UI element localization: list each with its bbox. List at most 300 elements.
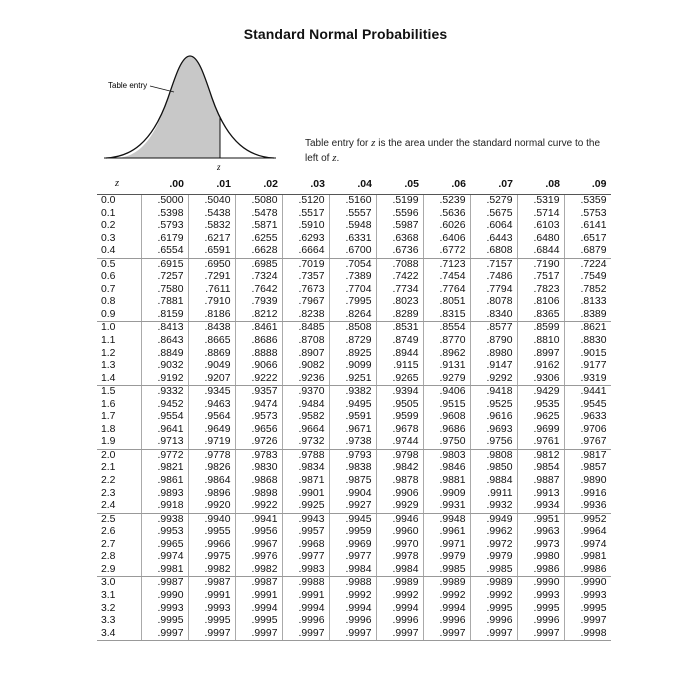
- table-row: [97, 411, 611, 424]
- probability-cell: .7995: [329, 296, 376, 309]
- column-header: .00: [141, 174, 188, 195]
- probability-cell: .9987: [235, 577, 282, 590]
- probability-cell: .7224: [564, 258, 611, 271]
- table-row: [97, 245, 611, 258]
- probability-cell: .9949: [470, 513, 517, 526]
- table-row: [97, 220, 611, 233]
- probability-cell: .8944: [376, 348, 423, 361]
- table-row: [97, 603, 611, 616]
- table-row: [97, 399, 611, 412]
- probability-cell: .9945: [329, 513, 376, 526]
- probability-cell: .9961: [423, 526, 470, 539]
- probability-cell: .7291: [188, 271, 235, 284]
- probability-cell: .9162: [517, 360, 564, 373]
- probability-cell: .9990: [564, 577, 611, 590]
- probability-cell: .8554: [423, 322, 470, 335]
- z-value-cell: 3.1: [101, 589, 116, 601]
- column-header: .01: [188, 174, 235, 195]
- probability-cell: .9474: [235, 399, 282, 412]
- probability-cell: .9893: [141, 488, 188, 501]
- column-header: .05: [376, 174, 423, 195]
- z-value-cell: 2.0: [101, 449, 116, 461]
- probability-cell: .7190: [517, 258, 564, 271]
- probability-cell: .9778: [188, 449, 235, 462]
- probability-cell: .7389: [329, 271, 376, 284]
- z-value-cell: 2.7: [101, 538, 116, 550]
- probability-cell: .9985: [470, 564, 517, 577]
- probability-cell: .9997: [329, 628, 376, 641]
- probability-cell: .8508: [329, 322, 376, 335]
- table-entry-label: Table entry: [108, 81, 148, 90]
- probability-cell: .8365: [517, 309, 564, 322]
- probability-cell: .8621: [564, 322, 611, 335]
- table-row: [97, 322, 611, 335]
- probability-cell: .8749: [376, 335, 423, 348]
- probability-cell: .9625: [517, 411, 564, 424]
- z-value-cell: 0.8: [101, 296, 116, 308]
- probability-cell: .7157: [470, 258, 517, 271]
- probability-cell: .9978: [376, 551, 423, 564]
- column-header: .02: [235, 174, 282, 195]
- table-row: [97, 590, 611, 603]
- probability-cell: .9975: [188, 551, 235, 564]
- page-title: Standard Normal Probabilities: [243, 26, 448, 42]
- probability-cell: .9495: [329, 399, 376, 412]
- probability-cell: .9956: [235, 526, 282, 539]
- probability-cell: .9940: [188, 513, 235, 526]
- probability-cell: .9994: [423, 603, 470, 616]
- probability-cell: .7422: [376, 271, 423, 284]
- probability-cell: .9147: [470, 360, 517, 373]
- probability-cell: .9671: [329, 424, 376, 437]
- probability-cell: .9931: [423, 500, 470, 513]
- probability-cell: .9535: [517, 399, 564, 412]
- probability-cell: .9772: [141, 449, 188, 462]
- probability-cell: .9977: [329, 551, 376, 564]
- probability-cell: .9927: [329, 500, 376, 513]
- probability-cell: .9990: [141, 590, 188, 603]
- probability-cell: .9953: [141, 526, 188, 539]
- probability-cell: .7019: [282, 258, 329, 271]
- probability-cell: .9875: [329, 475, 376, 488]
- normal-curve-figure: [100, 48, 280, 178]
- probability-cell: .9857: [564, 462, 611, 475]
- probability-cell: .9960: [376, 526, 423, 539]
- probability-cell: .5199: [376, 195, 423, 208]
- table-row: [97, 373, 611, 386]
- probability-cell: .9996: [329, 615, 376, 628]
- probability-cell: .9996: [517, 615, 564, 628]
- probability-cell: .9984: [376, 564, 423, 577]
- probability-cell: .7823: [517, 284, 564, 297]
- column-header: .09: [564, 174, 611, 195]
- probability-cell: .6179: [141, 233, 188, 246]
- probability-cell: .8729: [329, 335, 376, 348]
- probability-cell: .9906: [376, 488, 423, 501]
- probability-cell: .9812: [517, 449, 564, 462]
- probability-cell: .9925: [282, 500, 329, 513]
- probability-cell: .9505: [376, 399, 423, 412]
- table-row: [97, 424, 611, 437]
- probability-cell: .6772: [423, 245, 470, 258]
- probability-cell: .5120: [282, 195, 329, 208]
- probability-cell: .5080: [235, 195, 282, 208]
- probability-cell: .7881: [141, 296, 188, 309]
- table-row: [97, 309, 611, 322]
- probability-cell: .9279: [423, 373, 470, 386]
- probability-cell: .9452: [141, 399, 188, 412]
- probability-cell: .9441: [564, 386, 611, 399]
- probability-cell: .7088: [376, 258, 423, 271]
- table-row: [97, 577, 611, 590]
- probability-cell: .8962: [423, 348, 470, 361]
- probability-cell: .9997: [235, 628, 282, 641]
- probability-cell: .9699: [517, 424, 564, 437]
- probability-cell: .9994: [376, 603, 423, 616]
- table-row: [97, 258, 611, 271]
- probability-cell: .9988: [329, 577, 376, 590]
- probability-cell: .9996: [470, 615, 517, 628]
- column-header: .06: [423, 174, 470, 195]
- probability-cell: .5871: [235, 220, 282, 233]
- probability-cell: .9990: [517, 577, 564, 590]
- probability-cell: .7123: [423, 258, 470, 271]
- probability-cell: .9265: [376, 373, 423, 386]
- probability-cell: .9881: [423, 475, 470, 488]
- table-row: [97, 348, 611, 361]
- probability-cell: .6950: [188, 258, 235, 271]
- probability-cell: .5596: [376, 208, 423, 221]
- probability-cell: .9966: [188, 539, 235, 552]
- probability-cell: .5319: [517, 195, 564, 208]
- probability-cell: .7704: [329, 284, 376, 297]
- probability-cell: .9969: [329, 539, 376, 552]
- table-row: [97, 449, 611, 462]
- probability-cell: .9099: [329, 360, 376, 373]
- probability-cell: .9798: [376, 449, 423, 462]
- z-value-cell: 1.5: [101, 386, 116, 398]
- probability-cell: .9418: [470, 386, 517, 399]
- probability-cell: .8461: [235, 322, 282, 335]
- probability-cell: .9997: [282, 628, 329, 641]
- probability-cell: .9251: [329, 373, 376, 386]
- probability-cell: .9591: [329, 411, 376, 424]
- probability-cell: .9370: [282, 386, 329, 399]
- table-row: [97, 335, 611, 348]
- probability-cell: .7852: [564, 284, 611, 297]
- probability-cell: .9864: [188, 475, 235, 488]
- probability-cell: .6844: [517, 245, 564, 258]
- probability-cell: .7734: [376, 284, 423, 297]
- probability-cell: .9973: [517, 539, 564, 552]
- probability-cell: .5793: [141, 220, 188, 233]
- table-row: [97, 526, 611, 539]
- probability-cell: .6700: [329, 245, 376, 258]
- probability-cell: .7939: [235, 296, 282, 309]
- probability-cell: .9995: [470, 603, 517, 616]
- probability-cell: .9938: [141, 513, 188, 526]
- probability-cell: .8869: [188, 348, 235, 361]
- z-value-cell: 1.7: [101, 411, 116, 423]
- probability-cell: .5557: [329, 208, 376, 221]
- probability-cell: .8023: [376, 296, 423, 309]
- probability-cell: .8264: [329, 309, 376, 322]
- probability-cell: .5398: [141, 208, 188, 221]
- probability-cell: .9015: [564, 348, 611, 361]
- probability-cell: .9991: [188, 590, 235, 603]
- table-row: [97, 628, 611, 641]
- probability-cell: .9525: [470, 399, 517, 412]
- column-header: .03: [282, 174, 329, 195]
- probability-cell: .9936: [564, 500, 611, 513]
- probability-cell: .9656: [235, 424, 282, 437]
- probability-cell: .9732: [282, 436, 329, 449]
- probability-cell: .8186: [188, 309, 235, 322]
- probability-cell: .5517: [282, 208, 329, 221]
- probability-cell: .9993: [517, 590, 564, 603]
- probability-cell: .5948: [329, 220, 376, 233]
- probability-cell: .9952: [564, 513, 611, 526]
- probability-cell: .9236: [282, 373, 329, 386]
- probability-cell: .9357: [235, 386, 282, 399]
- probability-cell: .9738: [329, 436, 376, 449]
- probability-cell: .7673: [282, 284, 329, 297]
- probability-cell: .9649: [188, 424, 235, 437]
- probability-cell: .9992: [376, 590, 423, 603]
- probability-cell: .9951: [517, 513, 564, 526]
- probability-cell: .7324: [235, 271, 282, 284]
- probability-cell: .8790: [470, 335, 517, 348]
- probability-cell: .9992: [423, 590, 470, 603]
- probability-cell: .9664: [282, 424, 329, 437]
- probability-cell: .9793: [329, 449, 376, 462]
- probability-cell: .9934: [517, 500, 564, 513]
- probability-cell: .5987: [376, 220, 423, 233]
- probability-cell: .8413: [141, 322, 188, 335]
- probability-cell: .6480: [517, 233, 564, 246]
- probability-cell: .9834: [282, 462, 329, 475]
- probability-cell: .5000: [141, 195, 188, 208]
- probability-cell: .9861: [141, 475, 188, 488]
- probability-cell: .9842: [376, 462, 423, 475]
- probability-cell: .9989: [470, 577, 517, 590]
- probability-cell: .8212: [235, 309, 282, 322]
- probability-cell: .9983: [282, 564, 329, 577]
- z-value-cell: 0.5: [101, 258, 116, 270]
- probability-cell: .5160: [329, 195, 376, 208]
- z-value-cell: 1.3: [101, 360, 116, 372]
- probability-cell: .9941: [235, 513, 282, 526]
- probability-cell: .7454: [423, 271, 470, 284]
- probability-cell: .9982: [235, 564, 282, 577]
- probability-cell: .9920: [188, 500, 235, 513]
- probability-cell: .9918: [141, 500, 188, 513]
- z-value-cell: 0.7: [101, 283, 116, 295]
- probability-cell: .9972: [470, 539, 517, 552]
- probability-cell: .8531: [376, 322, 423, 335]
- probability-cell: .9994: [329, 603, 376, 616]
- probability-cell: .9878: [376, 475, 423, 488]
- probability-cell: .9984: [329, 564, 376, 577]
- probability-cell: .5279: [470, 195, 517, 208]
- probability-cell: .9997: [517, 628, 564, 641]
- probability-cell: .9904: [329, 488, 376, 501]
- probability-cell: .5478: [235, 208, 282, 221]
- probability-cell: .9821: [141, 462, 188, 475]
- probability-cell: .9977: [282, 551, 329, 564]
- probability-cell: .8485: [282, 322, 329, 335]
- probability-cell: .9887: [517, 475, 564, 488]
- table-caption: Table entry for z is the area under the standard normal curve to the left of z.: [305, 137, 601, 164]
- probability-cell: .9970: [376, 539, 423, 552]
- probability-cell: .9406: [423, 386, 470, 399]
- probability-cell: .9515: [423, 399, 470, 412]
- probability-cell: .9744: [376, 436, 423, 449]
- probability-cell: .8849: [141, 348, 188, 361]
- z-value-cell: 2.3: [101, 487, 116, 499]
- z-value-cell: 2.9: [97, 564, 141, 577]
- probability-cell: .9913: [517, 488, 564, 501]
- table-row: [97, 475, 611, 488]
- probability-cell: .9982: [188, 564, 235, 577]
- probability-cell: .8686: [235, 335, 282, 348]
- probability-cell: .7764: [423, 284, 470, 297]
- shaded-area: [118, 56, 220, 158]
- probability-cell: .9987: [141, 577, 188, 590]
- probability-cell: .9871: [282, 475, 329, 488]
- probability-cell: .8238: [282, 309, 329, 322]
- probability-cell: .9678: [376, 424, 423, 437]
- z-value-cell: 1.8: [101, 423, 116, 435]
- probability-cell: .9633: [564, 411, 611, 424]
- table-row: [97, 462, 611, 475]
- probability-cell: .9706: [564, 424, 611, 437]
- probability-cell: .8289: [376, 309, 423, 322]
- probability-cell: .9345: [188, 386, 235, 399]
- probability-cell: .9332: [141, 386, 188, 399]
- probability-cell: .9756: [470, 436, 517, 449]
- probability-cell: .7642: [235, 284, 282, 297]
- probability-cell: .9997: [470, 628, 517, 641]
- probability-cell: .9222: [235, 373, 282, 386]
- probability-cell: .5714: [517, 208, 564, 221]
- probability-cell: .6443: [470, 233, 517, 246]
- probability-cell: .8078: [470, 296, 517, 309]
- probability-cell: .9066: [235, 360, 282, 373]
- probability-cell: .8389: [564, 309, 611, 322]
- probability-cell: .9382: [329, 386, 376, 399]
- probability-cell: .9974: [564, 539, 611, 552]
- probability-cell: .9991: [235, 590, 282, 603]
- probability-cell: .5753: [564, 208, 611, 221]
- probability-cell: .6915: [141, 258, 188, 271]
- z-value-cell: 2.4: [97, 500, 141, 513]
- probability-cell: .9959: [329, 526, 376, 539]
- probability-cell: .9922: [235, 500, 282, 513]
- probability-cell: .9788: [282, 449, 329, 462]
- z-value-cell: 1.9: [97, 436, 141, 449]
- table-row: [97, 208, 611, 221]
- probability-cell: .9890: [564, 475, 611, 488]
- probability-cell: .9995: [517, 603, 564, 616]
- table-row: [97, 488, 611, 501]
- probability-cell: .9898: [235, 488, 282, 501]
- z-value-cell: 0.4: [97, 245, 141, 258]
- probability-cell: .9981: [141, 564, 188, 577]
- probability-cell: .6064: [470, 220, 517, 233]
- probability-cell: .9207: [188, 373, 235, 386]
- probability-cell: .7257: [141, 271, 188, 284]
- table-row: [97, 195, 611, 208]
- probability-cell: .9995: [141, 615, 188, 628]
- probability-cell: .9854: [517, 462, 564, 475]
- probability-cell: .9965: [141, 539, 188, 552]
- probability-cell: .9995: [188, 615, 235, 628]
- probability-cell: .9993: [141, 603, 188, 616]
- probability-cell: .9998: [564, 628, 611, 641]
- probability-cell: .9964: [564, 526, 611, 539]
- z-value-cell: 3.2: [101, 602, 116, 614]
- probability-cell: .9484: [282, 399, 329, 412]
- probability-cell: .9868: [235, 475, 282, 488]
- probability-cell: .7517: [517, 271, 564, 284]
- z-value-cell: 2.5: [101, 513, 116, 525]
- probability-cell: .8340: [470, 309, 517, 322]
- probability-cell: .9693: [470, 424, 517, 437]
- probability-cell: .9992: [329, 590, 376, 603]
- probability-cell: .9974: [141, 551, 188, 564]
- probability-cell: .6736: [376, 245, 423, 258]
- probability-cell: .9962: [470, 526, 517, 539]
- probability-cell: .6517: [564, 233, 611, 246]
- probability-cell: .9177: [564, 360, 611, 373]
- probability-cell: .9976: [235, 551, 282, 564]
- probability-cell: .9963: [517, 526, 564, 539]
- probability-cell: .5910: [282, 220, 329, 233]
- probability-cell: .9989: [376, 577, 423, 590]
- probability-cell: .9846: [423, 462, 470, 475]
- probability-cell: .8106: [517, 296, 564, 309]
- z-value-cell: 0.2: [101, 220, 116, 232]
- z-value-cell: 3.0: [101, 577, 116, 589]
- table-row: [97, 513, 611, 526]
- probability-cell: .6554: [141, 245, 188, 258]
- probability-cell: .5040: [188, 195, 235, 208]
- probability-cell: .9726: [235, 436, 282, 449]
- probability-cell: .9989: [423, 577, 470, 590]
- probability-cell: .6628: [235, 245, 282, 258]
- probability-cell: .6406: [423, 233, 470, 246]
- z-column-header: z: [97, 174, 141, 195]
- probability-cell: .9979: [423, 551, 470, 564]
- z-value-cell: 1.6: [101, 398, 116, 410]
- probability-cell: .9996: [376, 615, 423, 628]
- probability-cell: .8051: [423, 296, 470, 309]
- probability-cell: .6591: [188, 245, 235, 258]
- probability-cell: .9082: [282, 360, 329, 373]
- z-value-cell: 2.1: [101, 462, 116, 474]
- z-value-cell: 3.3: [101, 615, 116, 627]
- probability-cell: .9979: [470, 551, 517, 564]
- z-value-cell: 2.8: [101, 551, 116, 563]
- probability-cell: .7910: [188, 296, 235, 309]
- table-row: [97, 539, 611, 552]
- probability-cell: .9995: [564, 603, 611, 616]
- z-value-cell: 1.4: [97, 373, 141, 386]
- probability-cell: .7580: [141, 284, 188, 297]
- z-value-cell: 2.6: [101, 526, 116, 538]
- probability-cell: .9761: [517, 436, 564, 449]
